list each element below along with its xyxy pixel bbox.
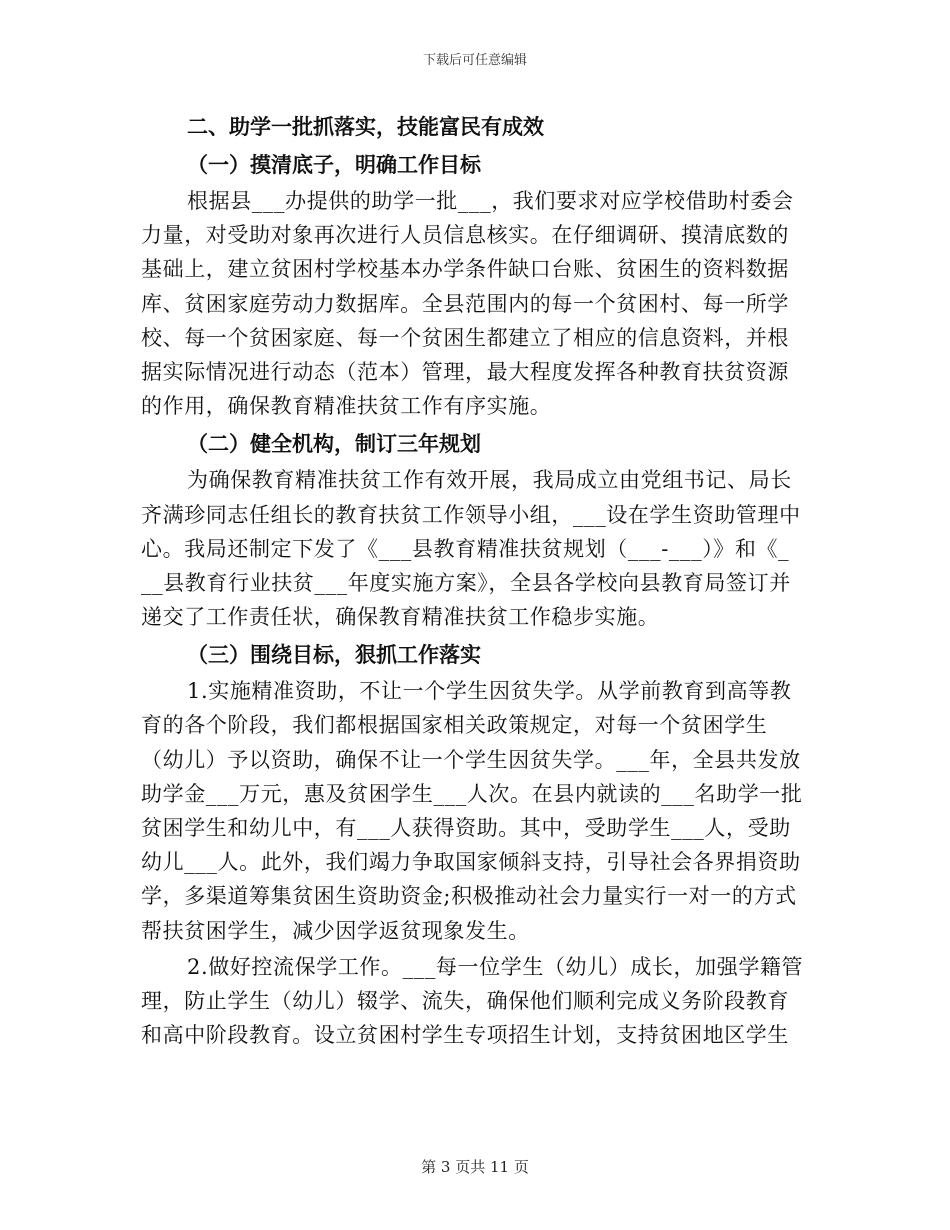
paragraph-line: 育的各个阶段，我们都根据国家相关政策规定，对每一个贫困学生 <box>141 713 768 738</box>
paragraph-line: 校、每一个贫困家庭、每一个贫困生都建立了相应的信息资料，并根 <box>141 325 789 350</box>
subsection-heading: （一）摸清底子，明确工作目标 <box>187 152 481 177</box>
paragraph-first-line: 2.做好控流保学工作。___每一位学生（幼儿）成长，加强学籍管 <box>187 954 804 979</box>
paragraph <box>141 674 811 948</box>
subsection-heading: （三）围绕目标，狠抓工作落实 <box>187 642 481 668</box>
paragraph-line: 助学金___万元，惠及贫困学生___人次。在县内就读的___名助学一批 <box>141 781 803 806</box>
paragraph-line: 力量，对受助对象再次进行人员信息核实。在仔细调研、摸清底数的 <box>141 223 789 248</box>
paragraph-line: 和高中阶段教育。设立贫困村学生专项招生计划，支持贫困地区学生 <box>141 1023 789 1048</box>
section-title: 二、助学一批抓落实，技能富民有成效 <box>187 114 544 139</box>
paragraph-line: 学，多渠道筹集贫困生资助资金;积极推动社会力量实行一对一的方式 <box>141 884 797 909</box>
subsections-container <box>141 146 811 1052</box>
paragraph-line: 齐满珍同志任组长的教育扶贫工作领导小组，___设在学生资助管理中 <box>141 502 801 527</box>
document-body <box>141 108 811 1054</box>
subsection-heading: （二）健全机构，制订三年规划 <box>187 431 481 457</box>
paragraph <box>141 463 811 634</box>
paragraph-line: 理，防止学生（幼儿）辍学、流失，确保他们顺利完成义务阶段教育 <box>141 988 789 1013</box>
paragraph-line: 的作用，确保教育精准扶贫工作有序实施。 <box>141 394 552 419</box>
paragraph-line: 帮扶贫困学生，减少因学返贫现象发生。 <box>141 918 530 943</box>
paragraph-first-line: 1.实施精准资助，不让一个学生因贫失学。从学前教育到高等教 <box>187 679 792 704</box>
paragraph-line: 心。我局还制定下发了《___县教育精准扶贫规划（___-___）》和《_ <box>141 536 790 561</box>
paragraph-line: 幼儿___人。此外，我们竭力争取国家倾斜支持，引导社会各界捐资助 <box>141 850 801 875</box>
paragraph-line: 库、贫困家庭劳动力数据库。全县范围内的每一个贫困村、每一所学 <box>141 291 789 316</box>
paragraph-line: （幼儿）予以资助，确保不让一个学生因贫失学。___年，全县共发放 <box>141 747 801 772</box>
page-header-note: 下载后可任意编辑 <box>422 53 527 68</box>
paragraph-line: 基础上，建立贫困村学校基本办学条件缺口台账、贫困生的资料数据 <box>141 257 789 282</box>
paragraph-first-line: 根据县___办提供的助学一批___，我们要求对应学校借助村委会 <box>187 189 794 213</box>
paragraph <box>141 950 811 1053</box>
paragraph-first-line: 为确保教育精准扶贫工作有效开展，我局成立由党组书记、局长 <box>187 468 792 493</box>
paragraph-line: 贫困学生和幼儿中，有___人获得资助。其中，受助学生___人，受助 <box>141 816 791 840</box>
paragraph-line: __县教育行业扶贫___年度实施方案》，全县各学校向县教育局签订并 <box>141 570 791 595</box>
paragraph <box>141 184 811 423</box>
paragraph-line: 递交了工作责任状，确保教育精准扶贫工作稳步实施。 <box>141 605 660 630</box>
paragraph-line: 据实际情况进行动态（范本）管理，最大程度发挥各种教育扶贫资源 <box>141 359 789 384</box>
page-number: 第 3 页共 11 页 <box>421 1158 529 1176</box>
